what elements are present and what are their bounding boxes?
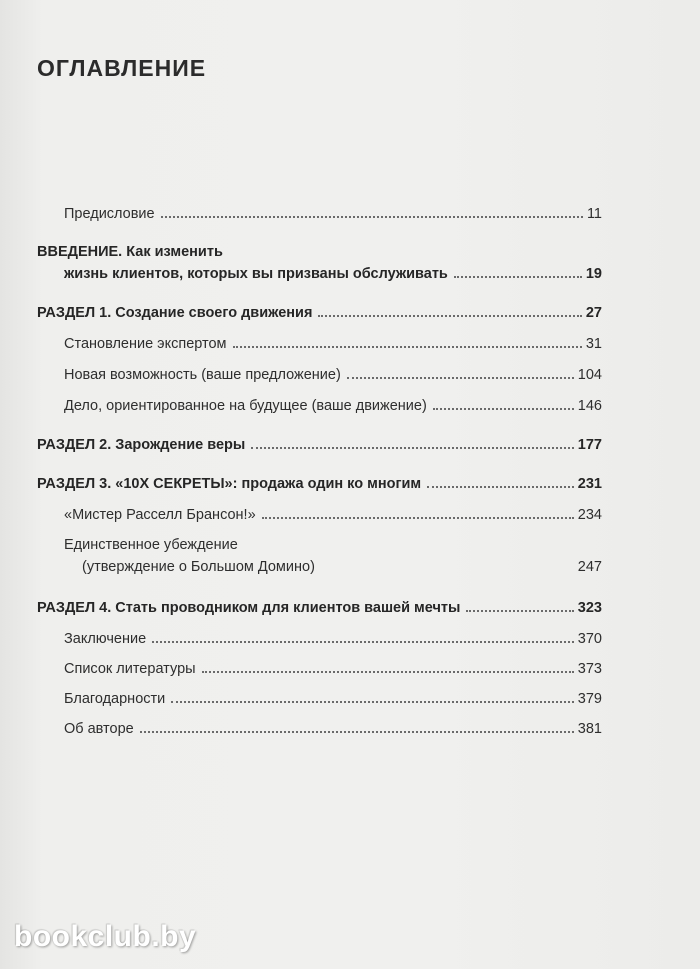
- toc-entry-page: 31: [585, 336, 602, 352]
- toc-entry-text: Предисловие: [64, 206, 155, 222]
- dot-leader: [347, 376, 574, 379]
- dot-leader: [202, 670, 574, 673]
- toc-entry-text: (утверждение о Большом Домино): [82, 559, 315, 575]
- dot-leader: [171, 700, 574, 703]
- dot-leader: [433, 407, 574, 410]
- toc-entry-page: 27: [585, 305, 602, 321]
- toc-entry-becoming-expert: [64, 332, 602, 352]
- toc-entry-page: 234: [577, 507, 602, 523]
- toc-entry-text: РАЗДЕЛ 1. Создание своего движения: [37, 305, 313, 321]
- toc-entry-new-opportunity: [64, 363, 602, 383]
- watermark-logo: bookclub.by: [14, 920, 197, 953]
- toc-entry-text: Становление экспертом: [64, 336, 227, 352]
- toc-entry-text: Об авторе: [64, 721, 134, 737]
- toc-entry-text: РАЗДЕЛ 3. «10Х СЕКРЕТЫ»: продажа один ко многим: [37, 476, 422, 492]
- toc-entry-mister-brunson: [64, 503, 602, 523]
- toc-entry-page: 379: [577, 691, 602, 707]
- toc-entry-preface: [64, 202, 602, 222]
- toc-entry-page: 373: [577, 661, 602, 677]
- toc-entry-text: «Мистер Расселл Брансон!»: [64, 507, 256, 523]
- toc-entry-section-1: [37, 301, 602, 321]
- dot-leader: [427, 485, 574, 488]
- toc-entry-text: Список литературы: [64, 661, 196, 677]
- toc-entry-page: 177: [577, 437, 602, 453]
- dot-leader: [466, 609, 573, 612]
- toc-entry-introduction-line1: ВВЕДЕНИЕ. Как изменить: [37, 244, 223, 260]
- dot-leader: [321, 568, 574, 571]
- dot-leader: [251, 446, 574, 449]
- toc-entry-section-4: [37, 596, 602, 616]
- dot-leader: [152, 640, 574, 643]
- toc-entry-page: 370: [577, 631, 602, 647]
- toc-entry-about-author: [64, 717, 602, 737]
- dot-leader: [233, 345, 582, 348]
- dot-leader: [140, 730, 574, 733]
- toc-entry-bibliography: [64, 657, 602, 677]
- toc-entry-conclusion: [64, 627, 602, 647]
- toc-entry-page: 104: [577, 367, 602, 383]
- toc-entry-page: 231: [577, 476, 602, 492]
- toc-entry-page: 323: [577, 600, 602, 616]
- toc-entry-introduction: [64, 262, 602, 282]
- toc-entry-future-cause: [64, 394, 602, 414]
- toc-entry-text: Дело, ориентированное на будущее (ваше движение): [64, 398, 427, 414]
- toc-title: ОГЛАВЛЕНИЕ: [37, 55, 207, 81]
- toc-entry-text: Новая возможность (ваше предложение): [64, 367, 341, 383]
- dot-leader: [161, 215, 583, 218]
- toc-entry-section-2: [37, 433, 602, 453]
- toc-entry-one-belief-line1: Единственное убеждение: [64, 537, 238, 553]
- toc-entry-text: РАЗДЕЛ 4. Стать проводником для клиентов вашей мечты: [37, 600, 461, 616]
- dot-leader: [318, 314, 581, 317]
- toc-entry-text: РАЗДЕЛ 2. Зарождение веры: [37, 437, 246, 453]
- toc-entry-page: 381: [577, 721, 602, 737]
- toc-entry-text: жизнь клиентов, которых вы призваны обслуживать: [64, 266, 448, 282]
- toc-entry-one-belief: [82, 555, 602, 575]
- toc-entry-section-3: [37, 472, 602, 492]
- toc-entry-page: 146: [577, 398, 602, 414]
- toc-entry-page: 19: [585, 266, 602, 282]
- dot-leader: [454, 275, 582, 278]
- toc-entry-text: Заключение: [64, 631, 147, 647]
- toc-entry-page: 11: [586, 206, 602, 222]
- toc-entry-text: Благодарности: [64, 691, 166, 707]
- toc-entry-acknowledgements: [64, 687, 602, 707]
- toc-entry-page: 247: [577, 559, 602, 575]
- dot-leader: [262, 516, 574, 519]
